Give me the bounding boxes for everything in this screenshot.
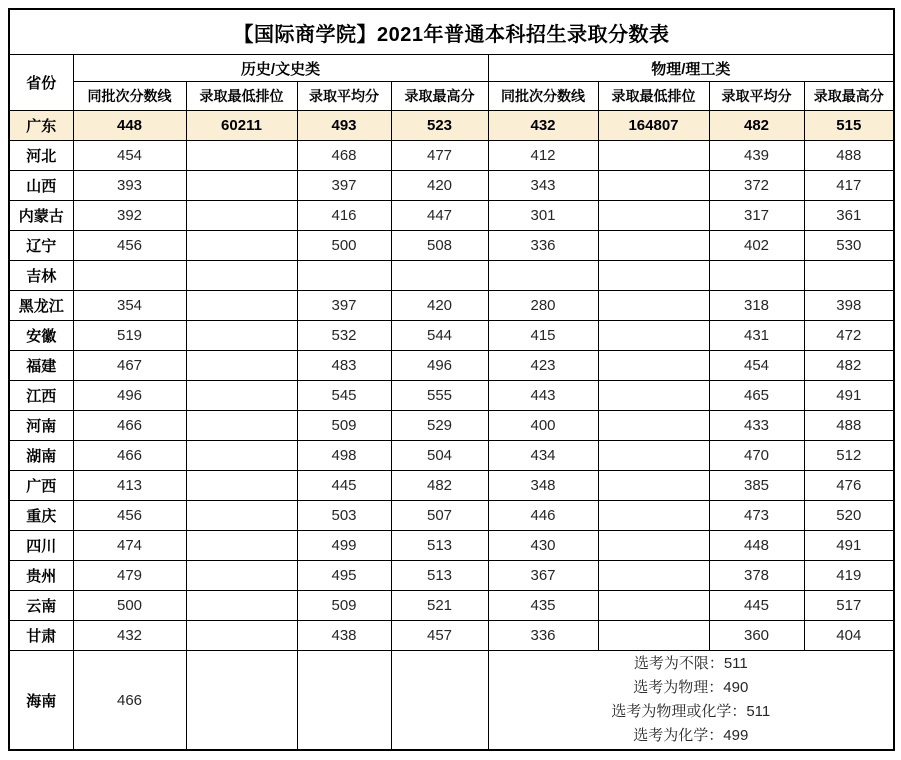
cell-hist-lowest-rank [186, 381, 297, 411]
cell-phys-average-score: 385 [709, 471, 804, 501]
cell-hist-average-score: 532 [297, 321, 391, 351]
cell-phys-lowest-rank [598, 561, 709, 591]
cell-hist-highest-score: 482 [391, 471, 488, 501]
cell-phys-average-score: 465 [709, 381, 804, 411]
cell-hist-average-score: 500 [297, 231, 391, 261]
cell-hist-highest-score: 513 [391, 561, 488, 591]
cell-hist-lowest-rank [186, 261, 297, 291]
cell-phys-average-score: 431 [709, 321, 804, 351]
cell-hist-batch-line: 466 [73, 651, 186, 751]
cell-province: 四川 [9, 531, 73, 561]
cell-phys-average-score: 433 [709, 411, 804, 441]
cell-phys-batch-line: 348 [488, 471, 598, 501]
cell-phys-batch-line: 336 [488, 231, 598, 261]
cell-phys-highest-score: 482 [804, 351, 894, 381]
cell-hist-lowest-rank [186, 291, 297, 321]
sub-header-row [9, 82, 894, 111]
cell-phys-batch-line: 432 [488, 111, 598, 141]
cell-hist-lowest-rank [186, 471, 297, 501]
elective-note-line: 选考为化学：499 [633, 727, 749, 744]
cell-hist-lowest-rank [186, 441, 297, 471]
cell-hist-lowest-rank [186, 411, 297, 441]
cell-phys-highest-score: 361 [804, 201, 894, 231]
cell-hist-lowest-rank [186, 531, 297, 561]
cell-hist-average-score: 397 [297, 171, 391, 201]
cell-hist-average-score: 438 [297, 621, 391, 651]
cell-hist-highest-score [391, 651, 488, 751]
cell-phys-lowest-rank [598, 411, 709, 441]
cell-phys-average-score: 482 [709, 111, 804, 141]
cell-phys-highest-score: 488 [804, 141, 894, 171]
cell-phys-lowest-rank [598, 321, 709, 351]
cell-phys-batch-line: 435 [488, 591, 598, 621]
cell-phys-elective-note [488, 651, 894, 751]
cell-hist-lowest-rank [186, 651, 297, 751]
cell-province: 河南 [9, 411, 73, 441]
cell-hist-highest-score [391, 261, 488, 291]
cell-phys-average-score: 317 [709, 201, 804, 231]
cell-province: 广东 [9, 111, 73, 141]
table-title: 【国际商学院】2021年普通本科招生录取分数表 [9, 9, 894, 55]
column-header-phys-lowest-rank: 录取最低排位 [598, 82, 709, 111]
cell-phys-average-score: 402 [709, 231, 804, 261]
cell-hist-batch-line: 474 [73, 531, 186, 561]
elective-note-line: 选考为不限：511 [633, 655, 748, 672]
cell-hist-lowest-rank [186, 321, 297, 351]
table-row [9, 111, 894, 141]
cell-hist-lowest-rank [186, 621, 297, 651]
cell-hist-highest-score: 513 [391, 531, 488, 561]
cell-phys-average-score: 473 [709, 501, 804, 531]
cell-phys-lowest-rank [598, 171, 709, 201]
cell-phys-average-score: 470 [709, 441, 804, 471]
table-row [9, 261, 894, 291]
cell-phys-average-score: 448 [709, 531, 804, 561]
cell-phys-batch-line: 301 [488, 201, 598, 231]
table-row [9, 231, 894, 261]
cell-hist-batch-line: 392 [73, 201, 186, 231]
cell-phys-highest-score: 417 [804, 171, 894, 201]
cell-phys-lowest-rank [598, 531, 709, 561]
cell-hist-highest-score: 420 [391, 171, 488, 201]
cell-hist-highest-score: 521 [391, 591, 488, 621]
cell-hist-batch-line: 466 [73, 411, 186, 441]
cell-phys-batch-line: 336 [488, 621, 598, 651]
cell-hist-lowest-rank [186, 561, 297, 591]
cell-province: 河北 [9, 141, 73, 171]
cell-phys-highest-score: 515 [804, 111, 894, 141]
cell-phys-highest-score: 488 [804, 411, 894, 441]
cell-province: 广西 [9, 471, 73, 501]
table-row [9, 351, 894, 381]
cell-phys-batch-line: 400 [488, 411, 598, 441]
cell-phys-lowest-rank [598, 501, 709, 531]
cell-phys-lowest-rank [598, 381, 709, 411]
cell-phys-batch-line: 423 [488, 351, 598, 381]
table-row [9, 441, 894, 471]
cell-hist-batch-line: 500 [73, 591, 186, 621]
cell-hist-average-score: 468 [297, 141, 391, 171]
cell-hist-batch-line: 393 [73, 171, 186, 201]
cell-hist-highest-score: 508 [391, 231, 488, 261]
cell-phys-highest-score: 512 [804, 441, 894, 471]
table-row [9, 561, 894, 591]
cell-province: 重庆 [9, 501, 73, 531]
table-row [9, 471, 894, 501]
cell-province: 吉林 [9, 261, 73, 291]
cell-hist-lowest-rank [186, 141, 297, 171]
cell-phys-highest-score: 517 [804, 591, 894, 621]
cell-hist-average-score [297, 261, 391, 291]
table-row [9, 411, 894, 441]
cell-province: 福建 [9, 351, 73, 381]
table-row [9, 291, 894, 321]
cell-phys-lowest-rank [598, 441, 709, 471]
cell-province: 云南 [9, 591, 73, 621]
table-row [9, 651, 894, 751]
cell-province: 黑龙江 [9, 291, 73, 321]
cell-province: 内蒙古 [9, 201, 73, 231]
cell-hist-lowest-rank [186, 591, 297, 621]
group-header-history: 历史/文史类 [73, 55, 488, 82]
cell-phys-lowest-rank [598, 141, 709, 171]
cell-hist-average-score [297, 651, 391, 751]
cell-hist-batch-line: 496 [73, 381, 186, 411]
group-header-row [9, 55, 894, 82]
cell-phys-lowest-rank [598, 261, 709, 291]
cell-hist-average-score: 509 [297, 591, 391, 621]
cell-phys-highest-score: 520 [804, 501, 894, 531]
cell-hist-batch-line: 467 [73, 351, 186, 381]
cell-hist-lowest-rank [186, 201, 297, 231]
cell-phys-average-score: 378 [709, 561, 804, 591]
cell-phys-batch-line: 343 [488, 171, 598, 201]
table-row [9, 381, 894, 411]
cell-phys-highest-score: 398 [804, 291, 894, 321]
cell-phys-lowest-rank [598, 471, 709, 501]
cell-hist-batch-line: 454 [73, 141, 186, 171]
cell-hist-lowest-rank: 60211 [186, 111, 297, 141]
cell-phys-highest-score: 530 [804, 231, 894, 261]
table-row [9, 171, 894, 201]
cell-phys-highest-score: 476 [804, 471, 894, 501]
cell-phys-batch-line [488, 261, 598, 291]
cell-province: 安徽 [9, 321, 73, 351]
cell-phys-average-score: 445 [709, 591, 804, 621]
cell-phys-lowest-rank [598, 291, 709, 321]
cell-province: 甘肃 [9, 621, 73, 651]
cell-hist-batch-line: 479 [73, 561, 186, 591]
column-header-phys-highest-score: 录取最高分 [804, 82, 894, 111]
cell-hist-average-score: 416 [297, 201, 391, 231]
cell-hist-highest-score: 523 [391, 111, 488, 141]
cell-phys-average-score: 318 [709, 291, 804, 321]
cell-hist-batch-line: 519 [73, 321, 186, 351]
cell-hist-lowest-rank [186, 351, 297, 381]
cell-hist-batch-line: 432 [73, 621, 186, 651]
cell-province: 贵州 [9, 561, 73, 591]
cell-hist-average-score: 493 [297, 111, 391, 141]
column-header-hist-lowest-rank: 录取最低排位 [186, 82, 297, 111]
cell-phys-highest-score [804, 261, 894, 291]
cell-province: 江西 [9, 381, 73, 411]
cell-province: 山西 [9, 171, 73, 201]
cell-phys-lowest-rank [598, 351, 709, 381]
cell-province: 湖南 [9, 441, 73, 471]
cell-hist-batch-line: 456 [73, 231, 186, 261]
cell-phys-lowest-rank [598, 201, 709, 231]
cell-hist-average-score: 495 [297, 561, 391, 591]
cell-phys-batch-line: 446 [488, 501, 598, 531]
cell-phys-lowest-rank [598, 231, 709, 261]
table-row [9, 621, 894, 651]
cell-phys-highest-score: 472 [804, 321, 894, 351]
cell-hist-average-score: 499 [297, 531, 391, 561]
admission-score-table [8, 8, 895, 751]
cell-phys-highest-score: 491 [804, 381, 894, 411]
cell-phys-lowest-rank: 164807 [598, 111, 709, 141]
cell-hist-batch-line: 413 [73, 471, 186, 501]
cell-hist-average-score: 498 [297, 441, 391, 471]
cell-hist-highest-score: 420 [391, 291, 488, 321]
cell-phys-lowest-rank [598, 591, 709, 621]
column-header-phys-average-score: 录取平均分 [709, 82, 804, 111]
cell-phys-average-score [709, 261, 804, 291]
cell-phys-average-score: 372 [709, 171, 804, 201]
cell-hist-highest-score: 457 [391, 621, 488, 651]
cell-hist-average-score: 445 [297, 471, 391, 501]
cell-province: 海南 [9, 651, 73, 751]
table-row [9, 501, 894, 531]
cell-phys-average-score: 439 [709, 141, 804, 171]
cell-hist-batch-line: 466 [73, 441, 186, 471]
column-header-hist-highest-score: 录取最高分 [391, 82, 488, 111]
cell-phys-average-score: 360 [709, 621, 804, 651]
cell-hist-highest-score: 477 [391, 141, 488, 171]
cell-phys-highest-score: 491 [804, 531, 894, 561]
elective-note-line: 选考为物理或化学：511 [611, 703, 771, 720]
table-row [9, 321, 894, 351]
cell-phys-batch-line: 412 [488, 141, 598, 171]
title-row [9, 9, 894, 55]
column-header-hist-average-score: 录取平均分 [297, 82, 391, 111]
cell-hist-highest-score: 504 [391, 441, 488, 471]
cell-phys-highest-score: 419 [804, 561, 894, 591]
cell-hist-average-score: 545 [297, 381, 391, 411]
cell-hist-lowest-rank [186, 231, 297, 261]
cell-phys-highest-score: 404 [804, 621, 894, 651]
cell-phys-batch-line: 443 [488, 381, 598, 411]
cell-phys-batch-line: 434 [488, 441, 598, 471]
table-row [9, 531, 894, 561]
cell-hist-average-score: 397 [297, 291, 391, 321]
group-header-physics: 物理/理工类 [488, 55, 894, 82]
column-header-hist-batch-line: 同批次分数线 [73, 82, 186, 111]
cell-hist-highest-score: 544 [391, 321, 488, 351]
cell-phys-lowest-rank [598, 621, 709, 651]
cell-hist-highest-score: 529 [391, 411, 488, 441]
cell-hist-highest-score: 555 [391, 381, 488, 411]
cell-hist-average-score: 503 [297, 501, 391, 531]
cell-hist-average-score: 509 [297, 411, 391, 441]
cell-hist-average-score: 483 [297, 351, 391, 381]
column-header-phys-batch-line: 同批次分数线 [488, 82, 598, 111]
cell-phys-batch-line: 280 [488, 291, 598, 321]
cell-province: 辽宁 [9, 231, 73, 261]
cell-phys-batch-line: 415 [488, 321, 598, 351]
table-row [9, 591, 894, 621]
cell-hist-lowest-rank [186, 171, 297, 201]
table-row [9, 201, 894, 231]
column-header-province: 省份 [9, 55, 73, 111]
cell-hist-lowest-rank [186, 501, 297, 531]
table-row [9, 141, 894, 171]
cell-hist-batch-line: 448 [73, 111, 186, 141]
cell-hist-highest-score: 507 [391, 501, 488, 531]
cell-phys-batch-line: 367 [488, 561, 598, 591]
elective-note-line: 选考为物理：490 [633, 679, 749, 696]
cell-hist-highest-score: 496 [391, 351, 488, 381]
cell-hist-batch-line: 354 [73, 291, 186, 321]
cell-hist-highest-score: 447 [391, 201, 488, 231]
cell-hist-batch-line: 456 [73, 501, 186, 531]
cell-phys-average-score: 454 [709, 351, 804, 381]
cell-hist-batch-line [73, 261, 186, 291]
cell-phys-batch-line: 430 [488, 531, 598, 561]
